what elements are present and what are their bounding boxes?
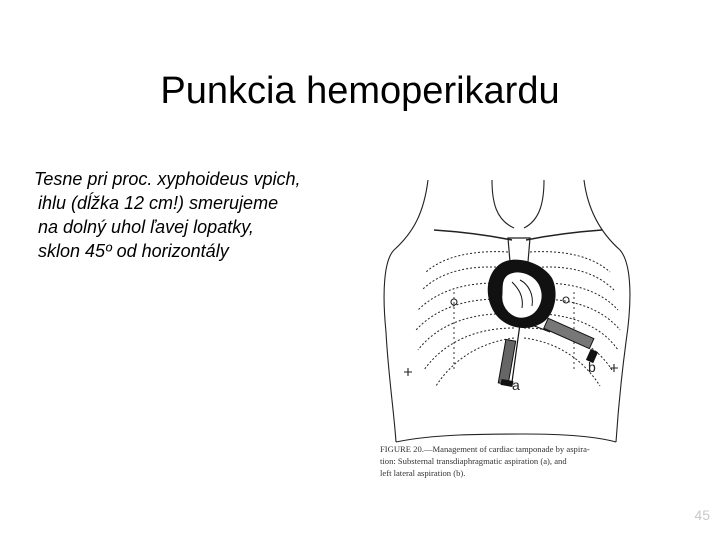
torso-outline — [384, 180, 428, 442]
right-clavicle — [526, 230, 602, 240]
caption-line-1: FIGURE 20.—Management of cardiac tamponade by aspira- — [380, 444, 590, 454]
caption-line-2: tion: Substernal transdiaphragmatic aspiration (a), and — [380, 456, 567, 466]
caption-line-3: left lateral aspiration (b). — [380, 468, 466, 478]
slide-body-text — [34, 167, 374, 263]
figure-caption — [380, 443, 650, 479]
body-line-1: Tesne pri proc. xyphoideus vpich, — [34, 169, 301, 189]
left-clavicle — [434, 230, 512, 240]
needle-b-label: b — [588, 359, 596, 375]
body-line-2: ihlu (dĺžka 12 cm!) smerujeme — [38, 193, 279, 213]
needle-a-label: a — [512, 377, 520, 393]
page-number: 45 — [694, 507, 710, 523]
body-line-4: sklon 45º od horizontály — [38, 241, 229, 261]
heart-drawing — [488, 260, 556, 328]
body-line-3: na dolný uhol ľavej lopatky, — [38, 217, 254, 237]
slide-title: Punkcia hemoperikardu — [160, 70, 560, 112]
